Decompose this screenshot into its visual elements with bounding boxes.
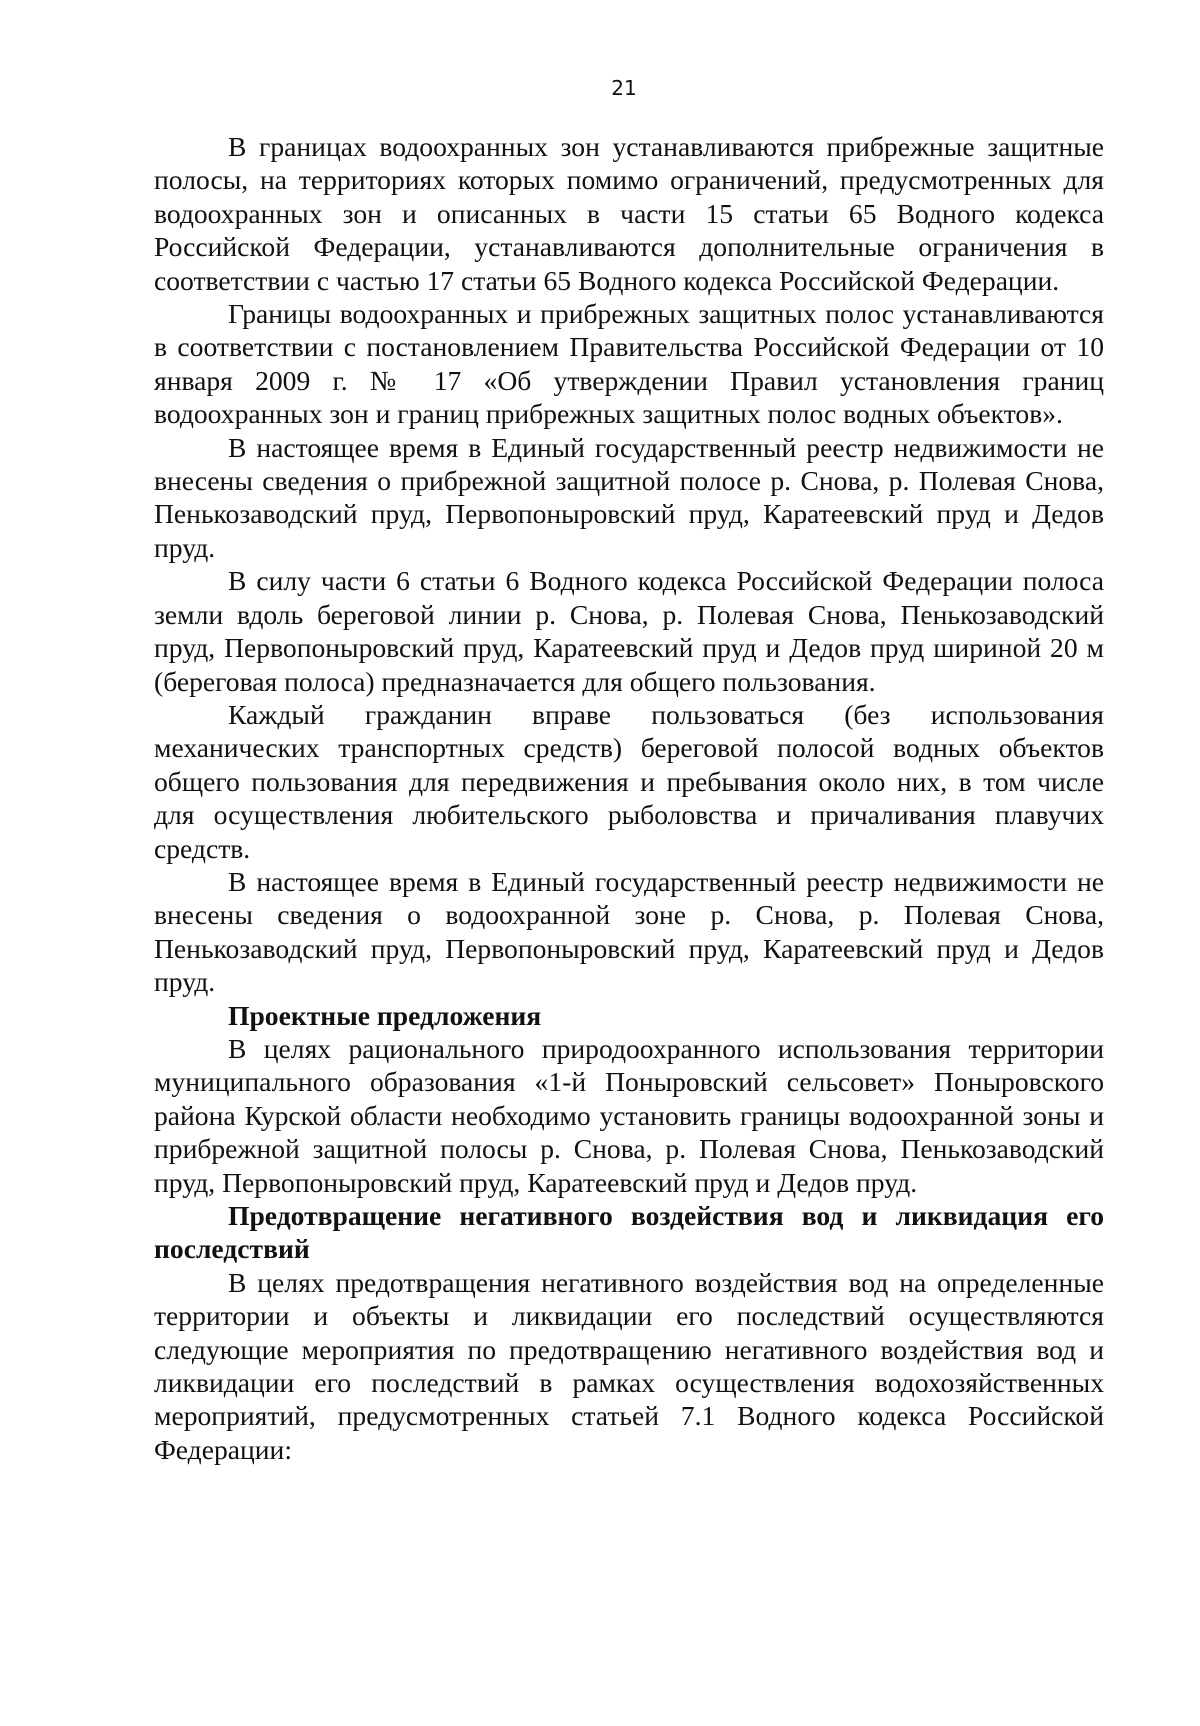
paragraph-coastal-strips: В границах водоохранных зон устанавливаются прибрежные защитные полосы, на территориях которых помимо ограничений, предусмотренных для водоохранных зон и описанных в части 15 статьи 65 Водного кодекса Российской Федерации, устанавливаются дополнительные ограничения в соответствии с частью 17 статьи 65 Водного кодекса Российской Федерации. [154,131,1104,296]
paragraph-registry-coastal: В настоящее время в Единый государственный реестр недвижимости не внесены сведения о прибрежной защитной полосе р. Снова, р. Полевая Снова, Пенькозаводский пруд, Первопоныровский пруд, Каратеевский пруд и Дедов пруд. [154,431,1104,563]
paragraph-prevention: В целях предотвращения негативного воздействия вод на определенные территории и объекты и ликвидации его последствий осуществляются следующие мероприятия по предотвращению негативного воздействия вод и ликвидации его последствий в рамках осуществления водохозяйственных мероприятий, предусмотренных статьей 7.1 Водного кодекса Российской Федерации: [154,1266,1104,1465]
paragraph-registry-water-zone: В настоящее время в Единый государственный реестр недвижимости не внесены сведения о водоохранной зоне р. Снова, р. Полевая Снова, Пенькозаводский пруд, Первопоныровский пруд, Каратеевский пруд и Дедов пруд. [154,865,1104,998]
document-body [154,130,1104,1466]
heading-prevention: Предотвращение негативного воздействия вод и ликвидация его последствий [154,1200,1104,1265]
paragraph-boundaries: Границы водоохранных и прибрежных защитных полос устанавливаются в соответствии с постановлением Правительства Российской Федерации от 10 января 2009 г. № 17 «Об утверждении Правил установления границ водоохранных зон и границ прибрежных защитных полос водных объектов». [154,298,1104,430]
paragraph-citizen-rights: Каждый гражданин вправе пользоваться (без использования механических транспортных средств) береговой полосой водных объектов общего пользования для передвижения и пребывания около них, в том числе для осуществления любительского рыболовства и причаливания плавучих средств. [154,698,1104,864]
paragraph-shoreline-strip: В силу части 6 статьи 6 Водного кодекса Российской Федерации полоса земли вдоль береговой линии р. Снова, р. Полевая Снова, Пенькозаводский пруд, Первопоныровский пруд, Каратеевский пруд и Дедов пруд шириной 20 м (береговая полоса) предназначается для общего пользования. [154,565,1104,697]
heading-project-proposals: Проектные предложения [228,999,542,1031]
paragraph-project-proposals: В целях рационального природоохранного использования территории муниципального образования «1-й Поныровский сельсовет» Поныровского района Курской области необходимо установить границы водоохранной зоны и прибрежной защитной полосы р. Снова, р. Полевая Снова, Пенькозаводский пруд, Первопоныровский пруд, Каратеевский пруд и Дедов пруд. [154,1032,1104,1198]
page-number: 21 [611,76,637,100]
